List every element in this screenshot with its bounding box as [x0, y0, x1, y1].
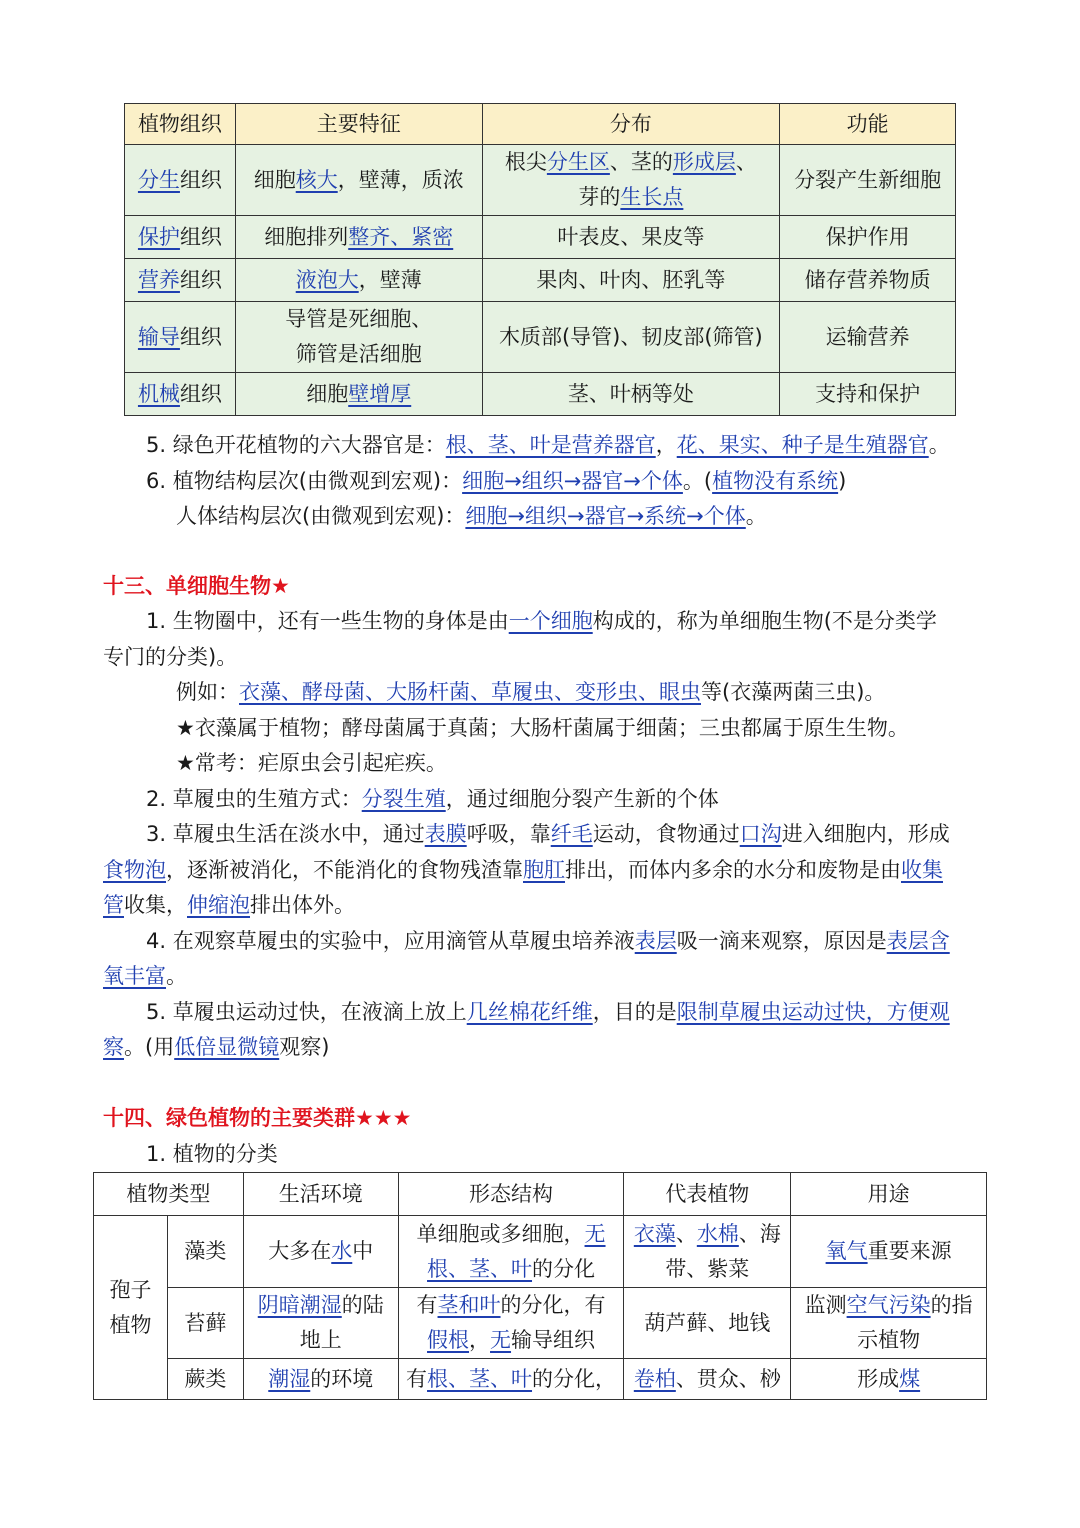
header-cell: 分布: [482, 104, 780, 145]
tissue-feature: 细胞壁增厚: [235, 373, 482, 416]
table-row: [125, 373, 956, 416]
group-spore-plants: 孢子 植物: [94, 1216, 168, 1400]
tissue-name: 保护组织: [125, 216, 236, 259]
header-cell: 主要特征: [235, 104, 482, 145]
header-cell: 功能: [780, 104, 956, 145]
plant-morphology: 有茎和叶的分化，有 假根，无输导组织: [398, 1288, 624, 1359]
paragraph-3-cont: 食物泡，逐渐被消化，不能消化的食物残渣靠胞肛排出，而体内多余的水分和废物是由收集: [103, 858, 943, 882]
table-row: [94, 1359, 987, 1400]
header-cell: 形态结构: [398, 1173, 624, 1216]
representative-plants: 衣藻、水棉、海 带、紫菜: [624, 1216, 791, 1288]
tissue-feature: 细胞核大，壁薄，质浓: [235, 145, 482, 216]
plant-type: 藻类: [167, 1216, 243, 1288]
paragraph-3-end: 管收集，伸缩泡排出体外。: [103, 893, 355, 917]
tissue-function: 分裂产生新细胞: [780, 145, 956, 216]
section-14-title: 十四、绿色植物的主要类群★★★: [103, 1106, 412, 1130]
plant-environment: 大多在水中: [243, 1216, 398, 1288]
table-header-row: [125, 104, 956, 145]
table-row: [125, 145, 956, 216]
tissue-feature: 导管是死细胞、 筛管是活细胞: [235, 302, 482, 373]
tissue-distribution: 果肉、叶肉、胚乳等: [482, 259, 780, 302]
item-6-human: 人体结构层次(由微观到宏观)：细胞→组织→器官→系统→个体。: [176, 504, 767, 528]
plant-tissue-table: [124, 103, 956, 416]
tissue-feature: 细胞排列整齐、紧密: [235, 216, 482, 259]
note-classification: ★衣藻属于植物；酵母菌属于真菌；大肠杆菌属于细菌；三虫都属于原生生物。: [176, 716, 909, 740]
paragraph-3: 3. 草履虫生活在淡水中，通过表膜呼吸，靠纤毛运动，食物通过口沟进入细胞内，形成: [146, 822, 950, 846]
plant-classification-table: [93, 1172, 987, 1400]
header-cell: 植物类型: [94, 1173, 244, 1216]
plant-morphology: 单细胞或多细胞，无 根、茎、叶的分化: [398, 1216, 624, 1288]
paragraph-1: 1. 生物圈中，还有一些生物的身体是由一个细胞构成的，称为单细胞生物(不是分类学: [146, 609, 937, 633]
table-header-row: [94, 1173, 987, 1216]
tissue-function: 保护作用: [780, 216, 956, 259]
tissue-function: 运输营养: [780, 302, 956, 373]
plant-environment: 潮湿的环境: [243, 1359, 398, 1400]
table-row: [125, 302, 956, 373]
plant-type: 蕨类: [167, 1359, 243, 1400]
tissue-name: 营养组织: [125, 259, 236, 302]
plant-use: 氧气重要来源: [791, 1216, 987, 1288]
tissue-function: 储存营养物质: [780, 259, 956, 302]
tissue-name: 分生组织: [125, 145, 236, 216]
tissue-distribution: 茎、叶柄等处: [482, 373, 780, 416]
note-exam: ★常考：疟原虫会引起疟疾。: [176, 751, 447, 775]
subsection-plant-classification: 1. 植物的分类: [146, 1142, 278, 1166]
example-line: 例如：衣藻、酵母菌、大肠杆菌、草履虫、变形虫、眼虫等(衣藻两菌三虫)。: [176, 680, 886, 704]
tissue-distribution: 叶表皮、果皮等: [482, 216, 780, 259]
representative-plants: 葫芦藓、地钱: [624, 1288, 791, 1359]
tissue-name: 机械组织: [125, 373, 236, 416]
header-cell: 植物组织: [125, 104, 236, 145]
tissue-name: 输导组织: [125, 302, 236, 373]
plant-morphology: 有根、茎、叶的分化，: [398, 1359, 624, 1400]
table-row: [94, 1216, 987, 1288]
paragraph-5-cont: 察。(用低倍显微镜观察): [103, 1035, 330, 1059]
paragraph-4-cont: 氧丰富。: [103, 964, 187, 988]
header-cell: 生活环境: [243, 1173, 398, 1216]
paragraph-5: 5. 草履虫运动过快，在液滴上放上几丝棉花纤维，目的是限制草履虫运动过快，方便观: [146, 1000, 950, 1024]
section-13-title: 十三、单细胞生物★: [103, 574, 290, 598]
table-row: [94, 1288, 987, 1359]
tissue-feature: 液泡大，壁薄: [235, 259, 482, 302]
table-row: [125, 216, 956, 259]
table-row: [125, 259, 956, 302]
item-6: 6. 植物结构层次(由微观到宏观)：细胞→组织→器官→个体。(植物没有系统): [146, 469, 847, 493]
paragraph-1-cont: 专门的分类)。: [103, 645, 238, 669]
tissue-distribution: 根尖分生区、茎的形成层、 芽的生长点: [482, 145, 780, 216]
plant-type: 苔藓: [167, 1288, 243, 1359]
header-cell: 代表植物: [624, 1173, 791, 1216]
plant-environment: 阴暗潮湿的陆 地上: [243, 1288, 398, 1359]
paragraph-2: 2. 草履虫的生殖方式：分裂生殖，通过细胞分裂产生新的个体: [146, 787, 719, 811]
tissue-distribution: 木质部(导管)、韧皮部(筛管): [482, 302, 780, 373]
paragraph-4: 4. 在观察草履虫的实验中，应用滴管从草履虫培养液表层吸一滴来观察，原因是表层含: [146, 929, 950, 953]
item-5: 5. 绿色开花植物的六大器官是：根、茎、叶是营养器官，花、果实、种子是生殖器官。: [146, 433, 950, 457]
plant-use: 形成煤: [791, 1359, 987, 1400]
plant-use: 监测空气污染的指 示植物: [791, 1288, 987, 1359]
header-cell: 用途: [791, 1173, 987, 1216]
tissue-function: 支持和保护: [780, 373, 956, 416]
representative-plants: 卷柏、贯众、桫: [624, 1359, 791, 1400]
